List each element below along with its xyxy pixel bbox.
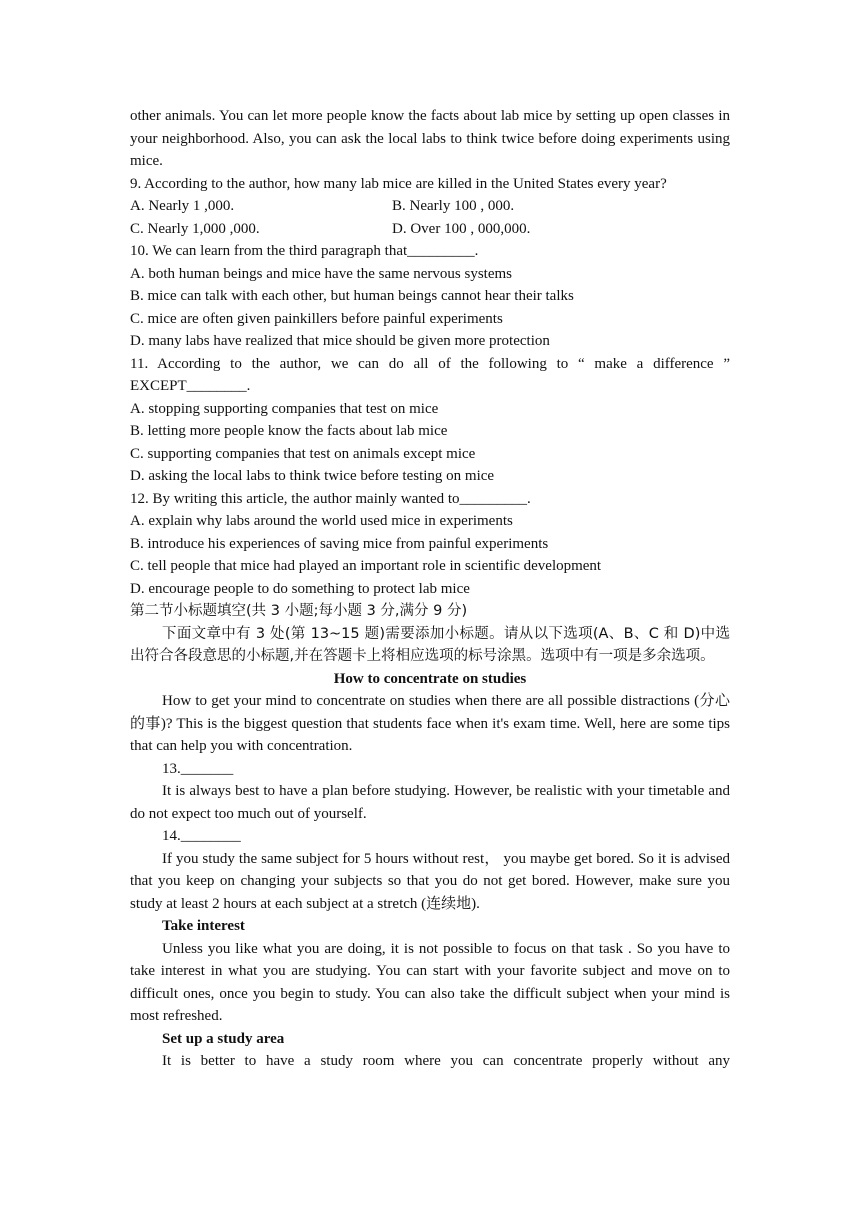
question-10-option-b: B. mice can talk with each other, but human beings cannot hear their talks xyxy=(130,288,574,304)
question-12-stem: 12. By writing this article, the author mainly wanted to_________. xyxy=(130,490,531,507)
question-10-option-a: A. both human beings and mice have the same nervous systems xyxy=(130,265,513,282)
article-title: How to concentrate on studies xyxy=(333,670,527,687)
question-12-option-b: B. introduce his experiences of saving mice from painful experiments xyxy=(130,535,549,552)
blank-14: 14.________ xyxy=(162,828,241,844)
section-2-heading: 第二节小标题填空(共 3 小题;每小题 3 分,满分 9 分) xyxy=(130,603,468,619)
heading-study-area: Set up a study area xyxy=(162,1030,285,1047)
article-paragraph-2: It is always best to have a plan before studying. However, be realistic with your timetable and do not expect too much out of yourself. xyxy=(130,783,730,822)
question-10-option-c: C. mice are often given painkillers before painful experiments xyxy=(130,310,503,327)
question-12-option-d: D. encourage people to do something to protect lab mice xyxy=(130,580,470,597)
intro-paragraph: other animals. You can let more people know the facts about lab mice by setting up open classes in your neighborhood. Also, you can ask the local labs to think twice before doing experiments using mice. xyxy=(130,108,730,169)
question-9-options-row-1 xyxy=(130,195,730,218)
question-10-stem: 10. We can learn from the third paragraph that_________. xyxy=(130,243,479,259)
question-11-option-a: A. stopping supporting companies that test on mice xyxy=(130,400,439,417)
article-paragraph-1: How to get your mind to concentrate on studies when there are all possible distractions (分心的事)? This is the biggest question that students face when it's exam time. Well, here are some tips that can help you with concentration. xyxy=(130,693,730,754)
question-9-option-c: C. Nearly 1,000 ,000. xyxy=(130,220,260,237)
question-11-option-b: B. letting more people know the facts about lab mice xyxy=(130,423,448,439)
question-9-stem: 9. According to the author, how many lab mice are killed in the United States every year? xyxy=(130,175,667,192)
section-2-instruction: 下面文章中有 3 处(第 13~15 题)需要添加小标题。请从以下选项(A、B、C 和 D)中选出符合各段意思的小标题,并在答题卡上将相应选项的标号涂黑。选项中有一项是多余选项。 xyxy=(130,625,730,664)
article-paragraph-5: It is better to have a study room where you can concentrate properly without any xyxy=(162,1053,730,1069)
article-paragraph-4: Unless you like what you are doing, it is not possible to focus on that task . So you have to take interest in what you are studying. You can start with your favorite subject and move on to difficult ones, once you begin to study. You can also take the difficult subject when your mind is most refreshed. xyxy=(130,940,730,1024)
blank-13: 13._______ xyxy=(162,760,234,777)
question-12-option-a: A. explain why labs around the world used mice in experiments xyxy=(130,513,513,529)
question-12-option-c: C. tell people that mice had played an important role in scientific development xyxy=(130,558,602,574)
question-10-option-d: D. many labs have realized that mice should be given more protection xyxy=(130,333,550,349)
question-9-options-row-2 xyxy=(130,218,730,241)
question-9-option-d: D. Over 100 , 000,000. xyxy=(392,220,531,237)
question-11-option-d: D. asking the local labs to think twice before testing on mice xyxy=(130,468,495,484)
question-9-option-a: A. Nearly 1 ,000. xyxy=(130,198,235,214)
question-11-stem: 11. According to the author, we can do all of the following to “ make a difference ” EXCEPT________. xyxy=(130,355,730,394)
article-paragraph-3: If you study the same subject for 5 hours without rest， you maybe get bored. So it is advised that you keep on changing your subjects so that you do not get bored. However, make sure you study at least 2 hours at each subject at a stretch (连续地). xyxy=(130,850,730,912)
heading-take-interest: Take interest xyxy=(162,918,245,934)
question-11-option-c: C. supporting companies that test on animals except mice xyxy=(130,445,476,462)
question-9-option-b: B. Nearly 100 , 000. xyxy=(392,198,515,214)
